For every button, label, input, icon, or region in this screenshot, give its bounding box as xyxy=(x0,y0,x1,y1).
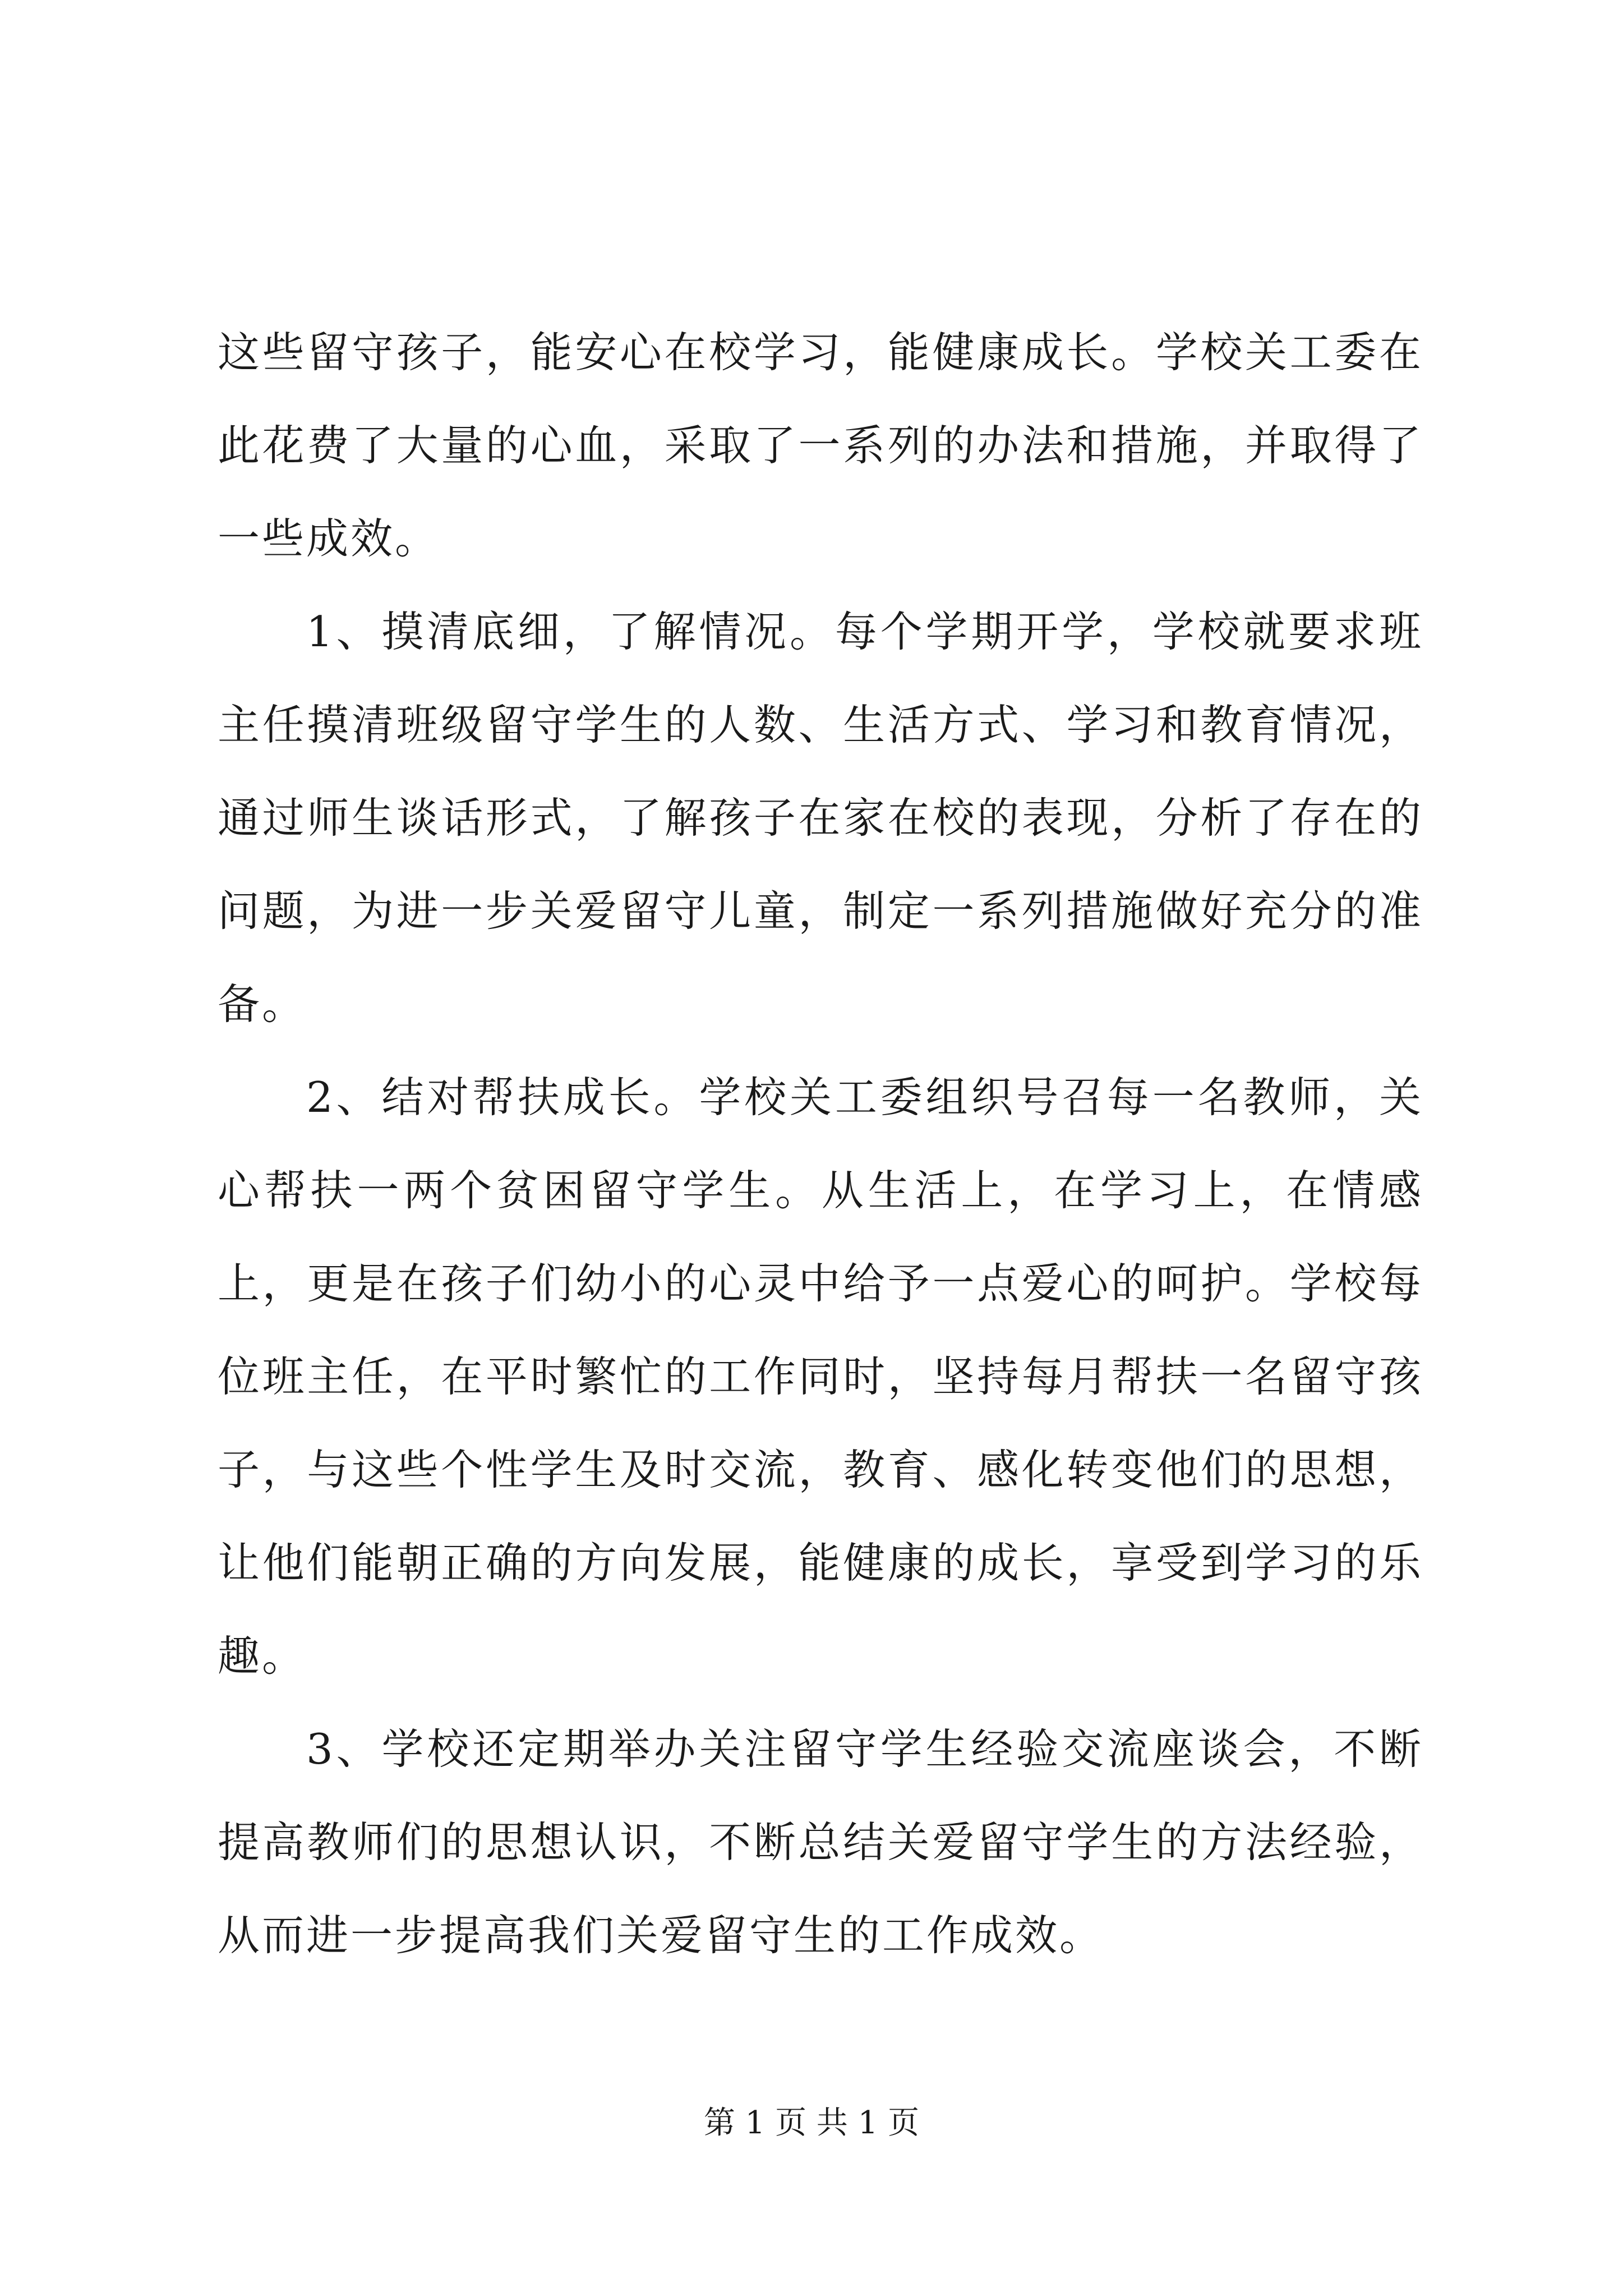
paragraph-intro: 这些留守孩子，能安心在校学习，能健康成长。学校关工委在此花费了大量的心血，采取了一系列的办法和措施，并取得了一些成效。 xyxy=(218,328,1423,563)
paragraph-item-3: 3、学校还定期举办关注留守学生经验交流座谈会，不断提高教师们的思想认识，不断总结关爱留守学生的方法经验，从而进一步提高我们关爱留守生的工作成效。 xyxy=(218,1724,1423,1960)
document-body xyxy=(218,306,1423,1982)
paragraph-item-2: 2、结对帮扶成长。学校关工委组织号召每一名教师，关心帮扶一两个贫困留守学生。从生活上，在学习上，在情感上，更是在孩子们幼小的心灵中给予一点爱心的呵护。学校每位班主任，在平时繁忙的工作同时，坚持每月帮扶一名留守孩子，与这些个性学生及时交流，教育、感化转变他们的思想，让他们能朝正确的方向发展，能健康的成长，享受到学习的乐趣。 xyxy=(218,1073,1423,1681)
paragraph-item-1: 1、摸清底细，了解情况。每个学期开学，学校就要求班主任摸清班级留守学生的人数、生活方式、学习和教育情况，通过师生谈话形式，了解孩子在家在校的表现，分析了存在的问题，为进一步关爱留守儿童，制定一系列措施做好充分的准备。 xyxy=(218,607,1423,1029)
page-footer: 第 1 页 共 1 页 xyxy=(703,2105,920,2141)
